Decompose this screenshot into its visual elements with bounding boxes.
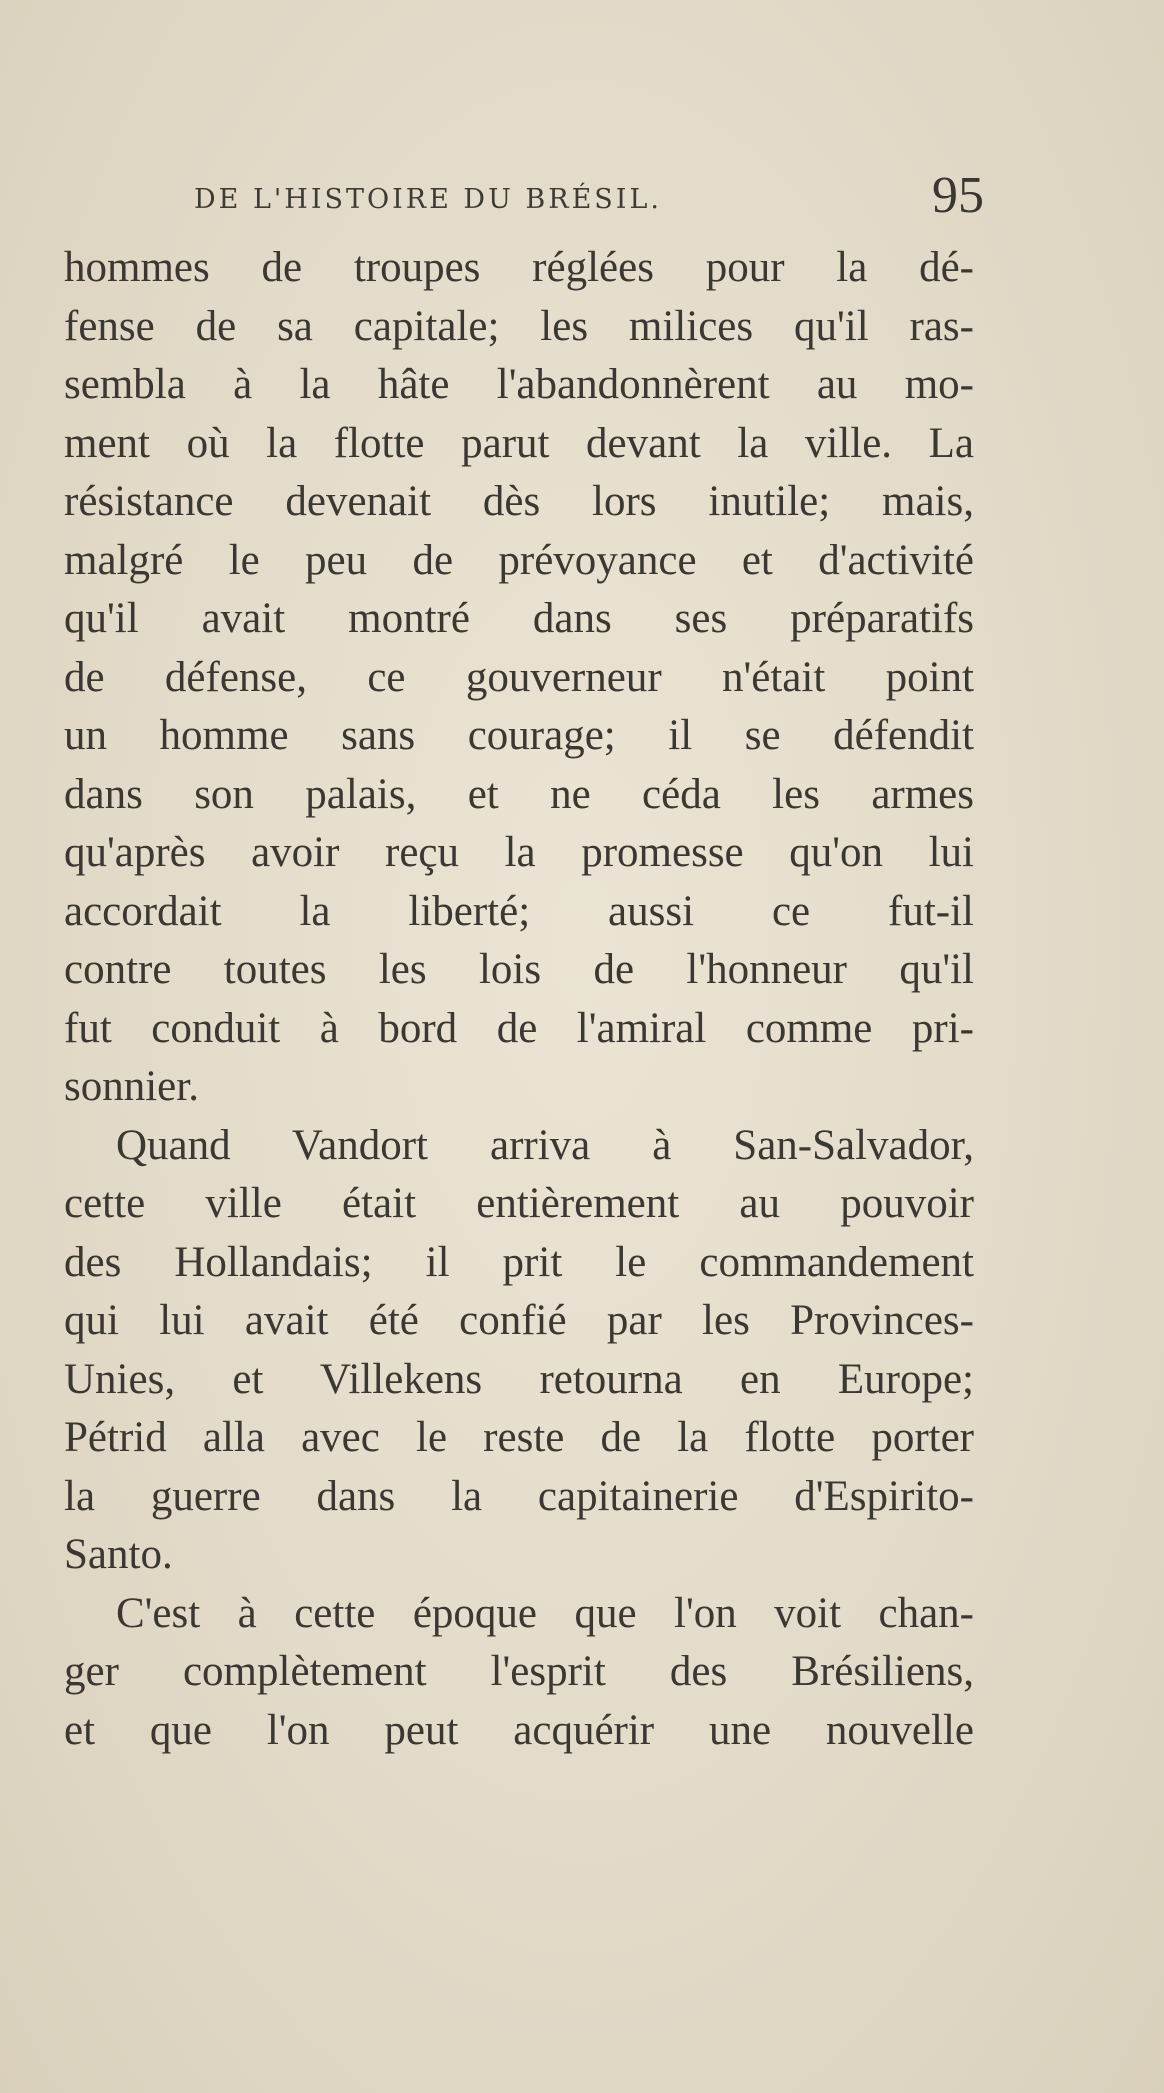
text-line: ger complètement l'esprit des Brésiliens, bbox=[64, 1648, 974, 1695]
text-line: hommes de troupes réglées pour la dé- bbox=[64, 244, 974, 291]
body-text bbox=[64, 239, 974, 1760]
text-line: contre toutes les lois de l'honneur qu'il bbox=[64, 946, 974, 993]
text-line: la guerre dans la capitainerie d'Espirito- bbox=[64, 1472, 974, 1520]
text-line: des Hollandais; il prit le commandement bbox=[64, 1238, 974, 1286]
text-line: accordait la liberté; aussi ce fut-il bbox=[64, 887, 974, 935]
text-line: Santo. bbox=[64, 1531, 173, 1578]
text-line: sembla à la hâte l'abandonnèrent au mo- bbox=[64, 361, 974, 408]
text-line: sonnier. bbox=[64, 1063, 199, 1110]
text-line: Quand Vandort arriva à San-Salvador, bbox=[116, 1121, 974, 1169]
page-number: 95 bbox=[932, 167, 984, 224]
text-line: un homme sans courage; il se défendit bbox=[64, 712, 974, 759]
text-line: C'est à cette époque que l'on voit chan- bbox=[116, 1589, 974, 1637]
text-line: qui lui avait été confié par les Provinces- bbox=[64, 1297, 974, 1344]
text-line: malgré le peu de prévoyance et d'activité bbox=[64, 536, 974, 584]
page-header bbox=[64, 167, 984, 230]
text-line: de défense, ce gouverneur n'était point bbox=[64, 653, 974, 701]
running-head: DE L'HISTOIRE DU BRÉSIL. bbox=[194, 184, 662, 215]
text-line: et que l'on peut acquérir une nouvelle bbox=[64, 1706, 974, 1754]
text-line: fense de sa capitale; les milices qu'il ras- bbox=[64, 302, 974, 350]
text-line: qu'il avait montré dans ses préparatifs bbox=[64, 595, 974, 642]
text-line: cette ville était entièrement au pouvoir bbox=[64, 1180, 974, 1227]
text-line: qu'après avoir reçu la promesse qu'on lui bbox=[64, 829, 974, 876]
text-line: Unies, et Villekens retourna en Europe; bbox=[64, 1355, 974, 1403]
text-line: résistance devenait dès lors inutile; mais, bbox=[64, 478, 974, 525]
text-line: fut conduit à bord de l'amiral comme pri- bbox=[64, 1004, 974, 1052]
text-line: ment où la flotte parut devant la ville. La bbox=[64, 419, 974, 467]
text-line: Pétrid alla avec le reste de la flotte porter bbox=[64, 1414, 974, 1461]
text-line: dans son palais, et ne céda les armes bbox=[64, 770, 974, 818]
